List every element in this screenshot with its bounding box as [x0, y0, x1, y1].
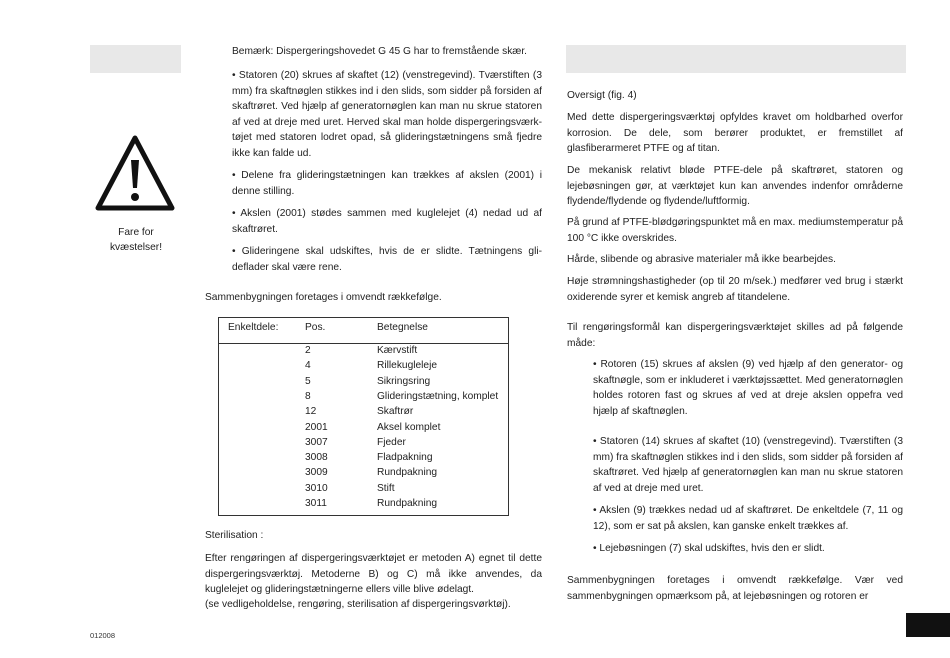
row-name: Kærvstift	[377, 345, 418, 356]
header-parts: Enkeltdele:	[228, 322, 279, 333]
header-name: Betegnelse	[377, 322, 428, 333]
warning-caption-line1: Fare for	[118, 227, 154, 238]
row-name: Aksel komplet	[377, 421, 441, 433]
left-bullet-1: • Statoren (20) skrues af skaftet (12) (venstregevind). Tværstiften (3 mm) fra skaftnøglen stikkes ind i den slids, som sidder på forsiden af skaftrøret. Ved hjælp af generatornøglen kan man nu skrue statoren af ved at dreje med uret. Herved skal man holde dispergeringsværk-tøjet med statoren lodret opad, så glideringstætningens små fjedre ikke kan falde ud.	[232, 70, 542, 159]
table-row	[219, 345, 508, 360]
overview-heading: Oversigt (fig. 4)	[567, 90, 637, 101]
table-row	[219, 376, 508, 391]
right-header-box	[566, 45, 906, 73]
row-pos: 3008	[305, 452, 328, 464]
sterilisation-reference: (se vedligeholdelse, rengøring, sterilisation af dispergeringsvørktøj).	[205, 599, 511, 610]
row-name: Fjeder	[377, 436, 406, 448]
row-pos: 2001	[305, 421, 328, 433]
row-name: Rundpakning	[377, 467, 438, 479]
left-assembly-note: Sammenbygningen foretages i omvendt rækkefølge.	[205, 292, 442, 303]
note-text: Bemærk: Dispergeringshovedet G 45 G har to fremstående skær.	[232, 46, 528, 57]
table-row	[219, 360, 508, 375]
table-row	[219, 498, 508, 513]
sterilisation-text: Efter rengøringen af dispergeringsværktøjet er metoden A) egnet til dette dispergeringsværktøj. Metoderne B) og C) må ikke anvendes, da kuglelejet og glideringstætningerne ellers ville blive ødelagt.	[205, 553, 542, 596]
left-bullet-3: • Akslen (2001) stødes sammen med kuglelejet (4) nedad ud af skaftrøret.	[232, 208, 542, 235]
row-name: Skaftrør	[377, 406, 414, 418]
row-name: Glideringstætning, komplet	[377, 390, 499, 402]
right-paragraph-5: Høje strømningshastigheder (op til 20 m/sek.) medfører ved brug i stærkt oxiderende syrer et kemisk angreb af titandelene.	[567, 276, 903, 303]
warning-caption	[94, 225, 178, 255]
page-tab	[906, 613, 950, 637]
table-row	[219, 406, 508, 421]
row-pos: 3007	[305, 436, 328, 448]
warning-triangle-icon	[92, 132, 178, 214]
row-pos: 4	[305, 360, 311, 372]
row-pos: 8	[305, 390, 311, 402]
row-pos: 3010	[305, 482, 328, 494]
row-pos: 3009	[305, 467, 328, 479]
right-paragraph-1: Med dette dispergeringsværktøj opfyldes kravet om holdbarhed overfor korrosion. De dele, som berører produktet, er fremstillet af glasfiberarmeret PTFE og af titan.	[567, 112, 903, 155]
table-row	[219, 391, 508, 406]
right-paragraph-3: På grund af PTFE-blødgøringspunktet må en max. mediumstemperatur på 100 °C ikke overskrides.	[567, 217, 903, 244]
footer-code: 012008	[90, 631, 116, 640]
header-pos: Pos.	[305, 322, 326, 333]
row-name: Rillekugleleje	[377, 360, 438, 372]
row-name: Sikringsring	[377, 375, 431, 387]
right-bullet-2: • Statoren (14) skrues af skaftet (10) (venstregevind). Tværstiften (3 mm) fra skaftnøglen stikkes ind i den slids, som sidder på forsiden af skaftrøret. Ved hjælp af generatornøglen kan man nu skrue statoren af ved at dreje med uret.	[593, 436, 903, 494]
table-row	[219, 467, 508, 482]
row-pos: 3011	[305, 498, 327, 509]
row-name: Fladpakning	[377, 452, 433, 464]
right-bullet-1: • Rotoren (15) skrues af akslen (9) ved hjælp af den generator- og skaftnøgle, som er inkluderet i værktøjssættet. Med generatornøglen holdes rotoren fast og skrues af ved at dreje akslen oppefra ved hjælp af skaftnøglen.	[593, 359, 903, 417]
table-row	[219, 422, 508, 437]
parts-table	[218, 317, 509, 516]
cleaning-intro: Til rengøringsformål kan dispergeringsværktøjet skilles ad på følgende måde:	[567, 322, 903, 349]
right-bullet-3: • Akslen (9) trækkes nedad ud af skaftrøret. De enkeltdele (7, 11 og 12), som er sat på akslen, kan ganske enkelt trækkes af.	[593, 505, 903, 532]
right-paragraph-4: Hårde, slibende og abrasive materialer må ikke bearbejdes.	[567, 254, 836, 265]
row-pos: 12	[305, 406, 317, 418]
sterilisation-heading: Sterilisation :	[205, 530, 264, 541]
table-row	[219, 483, 508, 498]
row-pos: 5	[305, 375, 311, 387]
parts-table-header	[219, 318, 508, 344]
row-pos: 2	[305, 345, 311, 356]
right-paragraph-2: De mekanisk relativt bløde PTFE-dele på skaftrøret, statoren og lejebøsningen gør, at værktøjet kun kan anvendes indenfor områderne flydende/flydende og flydende/luftformig.	[567, 165, 903, 208]
table-row	[219, 437, 508, 452]
row-name: Rundpakning	[377, 498, 438, 509]
row-name: Stift	[377, 482, 395, 494]
warning-caption-line2: kvæstelser!	[109, 242, 163, 253]
right-bullet-4: • Lejebøsningen (7) skal udskiftes, hvis den er slidt.	[593, 543, 825, 554]
table-row	[219, 452, 508, 467]
left-bullet-2: • Delene fra glideringstætningen kan trækkes af akslen (2001) i denne stilling.	[232, 170, 542, 197]
left-bullet-4: • Glideringene skal udskiftes, hvis de er slidte. Tætningens gli-deflader skal være rene.	[232, 246, 542, 273]
right-assembly-text: Sammenbygningen foretages i omvendt rækkefølge. Vær ved sammenbygningen opmærksom på, at lejebøsningen og rotoren er	[567, 575, 903, 602]
left-header-box	[90, 45, 181, 73]
